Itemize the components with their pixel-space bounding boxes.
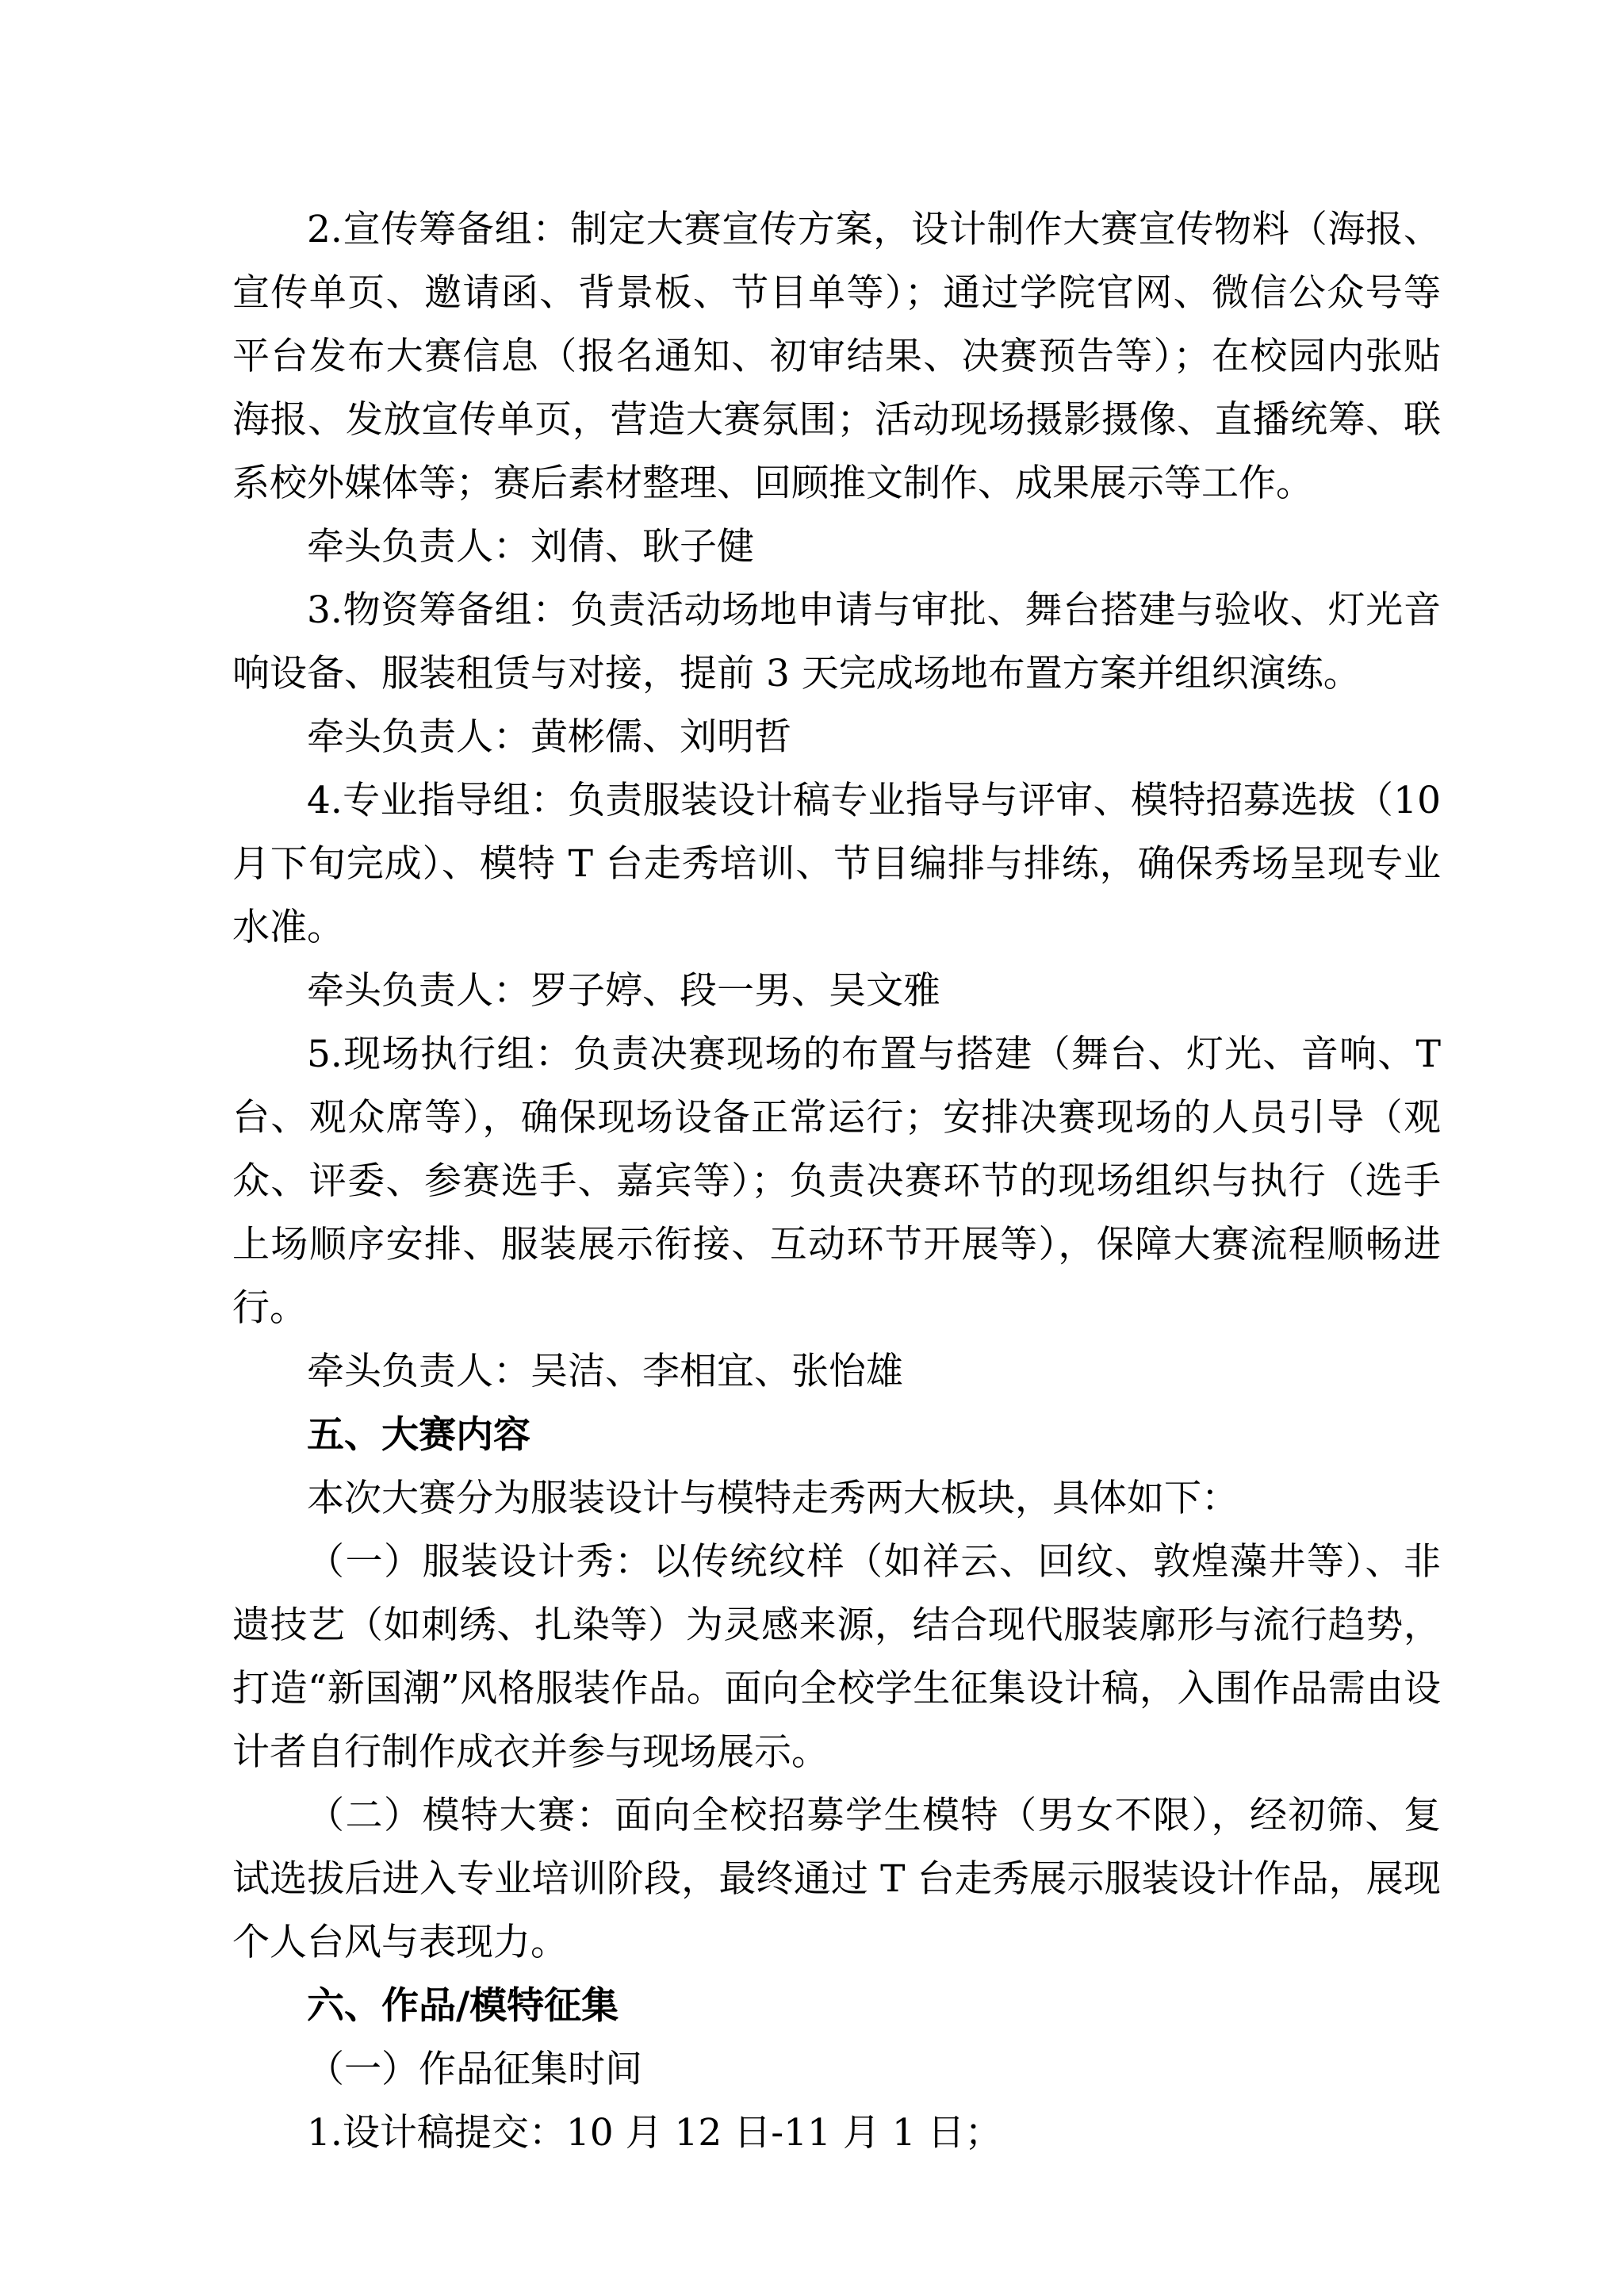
section-heading: 五、大赛内容	[307, 1413, 530, 1457]
paragraph: 4.专业指导组：负责服装设计稿专业指导与评审、模特招募选拔（10月下旬完成）、模特 T 台走秀培训、节目编排与排练，确保秀场呈现专业水准。	[232, 779, 1441, 949]
paragraph: 本次大赛分为服装设计与模特走秀两大板块，具体如下：	[307, 1477, 1239, 1520]
document-body	[232, 198, 1441, 2165]
paragraph: （一）服装设计秀：以传统纹样（如祥云、回纹、敦煌藻井等）、非遗技艺（如刺绣、扎染等）为灵感来源，结合现代服装廓形与流行趋势，打造“新国潮”风格服装作品。面向全校学生征集设计稿，入围作品需由设计者自行制作成衣并参与现场展示。	[232, 1540, 1441, 1774]
paragraph: 牵头负责人：吴洁、李相宜、张怡雄	[307, 1350, 903, 1393]
sub-heading: （一）作品征集时间	[307, 2048, 642, 2091]
paragraph: 2.宣传筹备组：制定大赛宣传方案，设计制作大赛宣传物料（海报、宣传单页、邀请函、背景板、节目单等）；通过学院官网、微信公众号等平台发布大赛信息（报名通知、初审结果、决赛预告等）；在校园内张贴海报、发放宣传单页，营造大赛氛围；活动现场摄影摄像、直播统筹、联系校外媒体等；赛后素材整理、回顾推文制作、成果展示等工作。	[232, 208, 1441, 505]
paragraph: （二）模特大赛：面向全校招募学生模特（男女不限），经初筛、复试选拔后进入专业培训阶段，最终通过 T 台走秀展示服装设计作品，展现个人台风与表现力。	[232, 1794, 1441, 1964]
paragraph: 牵头负责人：罗子婷、段一男、吴文雅	[307, 969, 940, 1013]
paragraph: 1.设计稿提交：10 月 12 日-11 月 1 日；	[307, 2111, 1002, 2155]
paragraph: 牵头负责人：黄彬儒、刘明哲	[307, 715, 791, 759]
section-heading: 六、作品/模特征集	[307, 1984, 619, 2028]
paragraph: 3.物资筹备组：负责活动场地申请与审批、舞台搭建与验收、灯光音响设备、服装租赁与对接，提前 3 天完成场地布置方案并组织演练。	[232, 588, 1441, 695]
paragraph: 牵头负责人：刘倩、耿子健	[307, 525, 754, 569]
paragraph: 5.现场执行组：负责决赛现场的布置与搭建（舞台、灯光、音响、T 台、观众席等），确保现场设备正常运行；安排决赛现场的人员引导（观众、评委、参赛选手、嘉宾等）；负责决赛环节的现场组织与执行（选手上场顺序安排、服装展示衔接、互动环节开展等），保障大赛流程顺畅进行。	[232, 1033, 1441, 1330]
